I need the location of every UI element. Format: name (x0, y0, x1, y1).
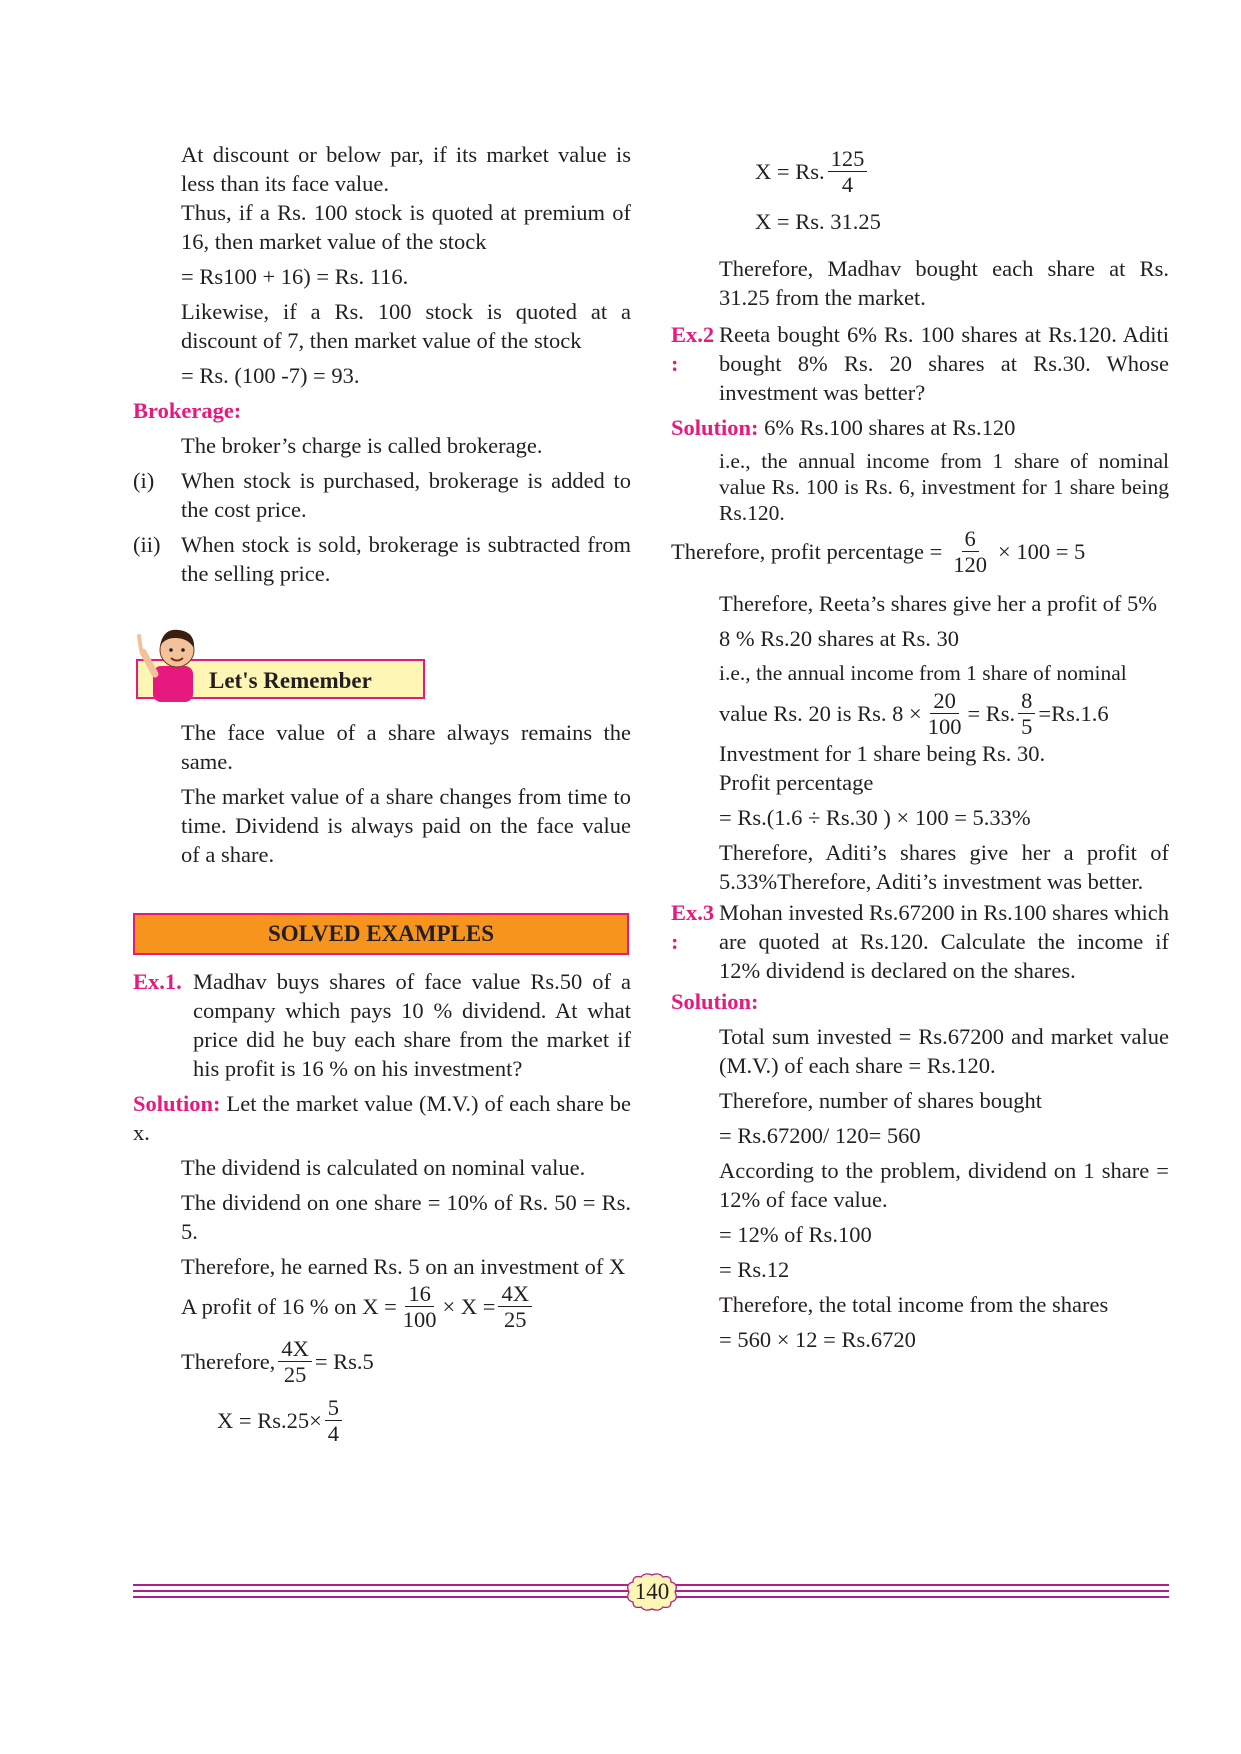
lets-remember-title: Let's Remember (136, 659, 425, 699)
numerator: 16 (405, 1281, 434, 1307)
ex1-line: Therefore, he earned Rs. 5 on an investment of X (181, 1254, 626, 1279)
solved-examples-banner: SOLVED EXAMPLES (133, 913, 629, 955)
premium-example: Thus, if a Rs. 100 stock is quoted at premium of 16, then market value of the stock (181, 200, 631, 254)
numerator: 6 (962, 526, 979, 552)
example-label: Ex.2 : (671, 322, 715, 376)
discount-example: Likewise, if a Rs. 100 stock is quoted at a discount of 7, then market value of the stock (181, 299, 631, 353)
denominator: 120 (953, 552, 988, 577)
ex2-value-equation (719, 688, 1169, 739)
equation-text: × 100 = 5 (998, 539, 1086, 564)
solution-text: Let the market value (M.V.) of each share be x. (133, 1091, 631, 1145)
x-value: X = Rs. 31.25 (755, 209, 881, 234)
fraction (278, 1336, 312, 1387)
example-1 (133, 967, 631, 1083)
example-3 (671, 898, 1169, 985)
ex3-line: Therefore, the total income from the shares (719, 1292, 1109, 1317)
equation-text: X = Rs. (755, 159, 825, 184)
denominator: 100 (402, 1307, 437, 1332)
numerator: 4X (498, 1281, 532, 1307)
denominator: 100 (927, 714, 962, 739)
ex1-therefore-equation (181, 1336, 631, 1387)
item-number: (i) (133, 468, 155, 493)
discount-result: = Rs. (100 -7) = 93. (181, 363, 360, 388)
numerator: 125 (828, 146, 868, 172)
ex1-line: The dividend on one share = 10% of Rs. 50 = Rs. 5. (181, 1190, 631, 1244)
ex3-line: Therefore, number of shares bought (719, 1088, 1043, 1113)
denominator: 4 (327, 1421, 340, 1446)
denominator: 4 (841, 172, 854, 197)
ex3-line: = Rs.67200/ 120= 560 (719, 1123, 921, 1148)
numerator: 5 (325, 1395, 342, 1421)
discount-definition: At discount or below par, if its market value is less than its face value. (181, 142, 631, 196)
ex1-label: Ex.1 (133, 969, 177, 994)
brokerage-heading: Brokerage: (133, 398, 242, 423)
item-text: When stock is sold, brokerage is subtracted from the selling price. (181, 532, 631, 586)
equation-text: Therefore, (181, 1349, 276, 1374)
denominator: 5 (1021, 714, 1033, 739)
numerator: 4X (278, 1336, 312, 1362)
numerator: 20 (930, 688, 959, 714)
fraction (925, 688, 965, 739)
equation-text: A profit of 16 % on X = (181, 1294, 397, 1319)
solution-label: Solution: (671, 415, 759, 440)
brokerage-definition: The broker’s charge is called brokerage. (181, 433, 543, 458)
premium-result: = Rs100 + 16) = Rs. 116. (181, 264, 409, 289)
brokerage-item (133, 466, 631, 524)
page-number: 140 (634, 1579, 670, 1604)
ex1-solution (133, 1089, 631, 1147)
aditi-conclusion: Therefore, Aditi’s shares give her a profit of 5.33%Therefore, Aditi’s investment was better. (719, 840, 1169, 894)
ex2-solution (671, 413, 1169, 442)
ex2-calculation: = Rs.(1.6 ÷ Rs.30 ) × 100 = 5.33% (719, 805, 1031, 830)
ex3-line: Total sum invested = Rs.67200 and market value (M.V.) of each share = Rs.120. (719, 1024, 1169, 1078)
x-fraction-equation (755, 146, 1169, 197)
ex2-investment: Investment for 1 share being Rs. 30. (719, 741, 1046, 766)
example-question: Madhav buys shares of face value Rs.50 of a company which pays 10 % dividend. At what price did he buy each share from the market if his profit is 16 % on his investment? (193, 969, 631, 1081)
madhav-conclusion: Therefore, Madhav bought each share at Rs. 31.25 from the market. (719, 256, 1169, 310)
example-label (133, 967, 193, 1083)
ex3-solution-label: Solution: (671, 989, 759, 1014)
fraction (1018, 688, 1035, 739)
boy-pointing-icon (133, 622, 213, 706)
reeta-conclusion: Therefore, Reeta’s shares give her a profit of 5% (719, 591, 1157, 616)
ex1-x-equation (217, 1395, 631, 1446)
ex1-dot: . (176, 969, 182, 994)
denominator: 25 (503, 1307, 527, 1332)
remember-point: The face value of a share always remains the same. (181, 720, 631, 774)
ex1-line: The dividend is calculated on nominal value. (181, 1155, 586, 1180)
item-number: (ii) (133, 532, 161, 557)
denominator: 25 (283, 1362, 307, 1387)
fraction (828, 146, 868, 197)
ex1-profit-equation (181, 1281, 631, 1332)
ex3-line: According to the problem, dividend on 1 share = 12% of face value. (719, 1158, 1169, 1212)
ex2-income-1: i.e., the annual income from 1 share of nominal value Rs. 100 is Rs. 6, investment for 1 share being Rs.120. (719, 449, 1169, 525)
equation-text: =Rs.1.6 (1038, 701, 1109, 726)
fraction (498, 1281, 532, 1332)
fraction (950, 526, 990, 577)
solution-text: 6% Rs.100 shares at Rs.120 (764, 415, 1016, 440)
left-column (133, 140, 631, 1446)
solution-label: Solution: (133, 1091, 221, 1116)
equation-text: × X = (442, 1294, 496, 1319)
ex2-profit-equation (671, 526, 1169, 577)
equation-text: = Rs.5 (314, 1349, 374, 1374)
example-question: Mohan invested Rs.67200 in Rs.100 shares which are quoted at Rs.120. Calculate the income if 12% dividend is declared on the shares. (719, 900, 1169, 983)
equation-text: Therefore, profit percentage = (671, 539, 943, 564)
lets-remember-banner (133, 622, 631, 708)
equation-text: = Rs. (967, 701, 1016, 726)
remember-point: The market value of a share changes from time to time. Dividend is always paid on the face value of a share. (181, 784, 631, 867)
ex2-income-2: i.e., the annual income from 1 share of nominal (719, 661, 1127, 685)
page-footer (133, 1572, 1169, 1612)
item-text: When stock is purchased, brokerage is added to the cost price. (181, 468, 631, 522)
example-label: Ex.3 : (671, 900, 715, 954)
example-question: Reeta bought 6% Rs. 100 shares at Rs.120. Aditi bought 8% Rs. 20 shares at Rs.30. Whose investment was better? (719, 322, 1169, 405)
ex2-profit-percentage: Profit percentage (719, 770, 874, 795)
ex3-line: = 560 × 12 = Rs.6720 (719, 1327, 916, 1352)
right-column (671, 146, 1169, 1354)
page-number-badge (623, 1572, 681, 1612)
ex3-line: = 12% of Rs.100 (719, 1222, 872, 1247)
ex2-eight-percent: 8 % Rs.20 shares at Rs. 30 (719, 626, 959, 651)
fraction (400, 1281, 440, 1332)
equation-text: value Rs. 20 is Rs. 8 × (719, 701, 922, 726)
example-2 (671, 320, 1169, 407)
numerator: 8 (1018, 688, 1035, 714)
brokerage-item (133, 530, 631, 588)
fraction (325, 1395, 342, 1446)
ex3-line: = Rs.12 (719, 1257, 790, 1282)
equation-text: X = Rs.25× (217, 1408, 322, 1433)
